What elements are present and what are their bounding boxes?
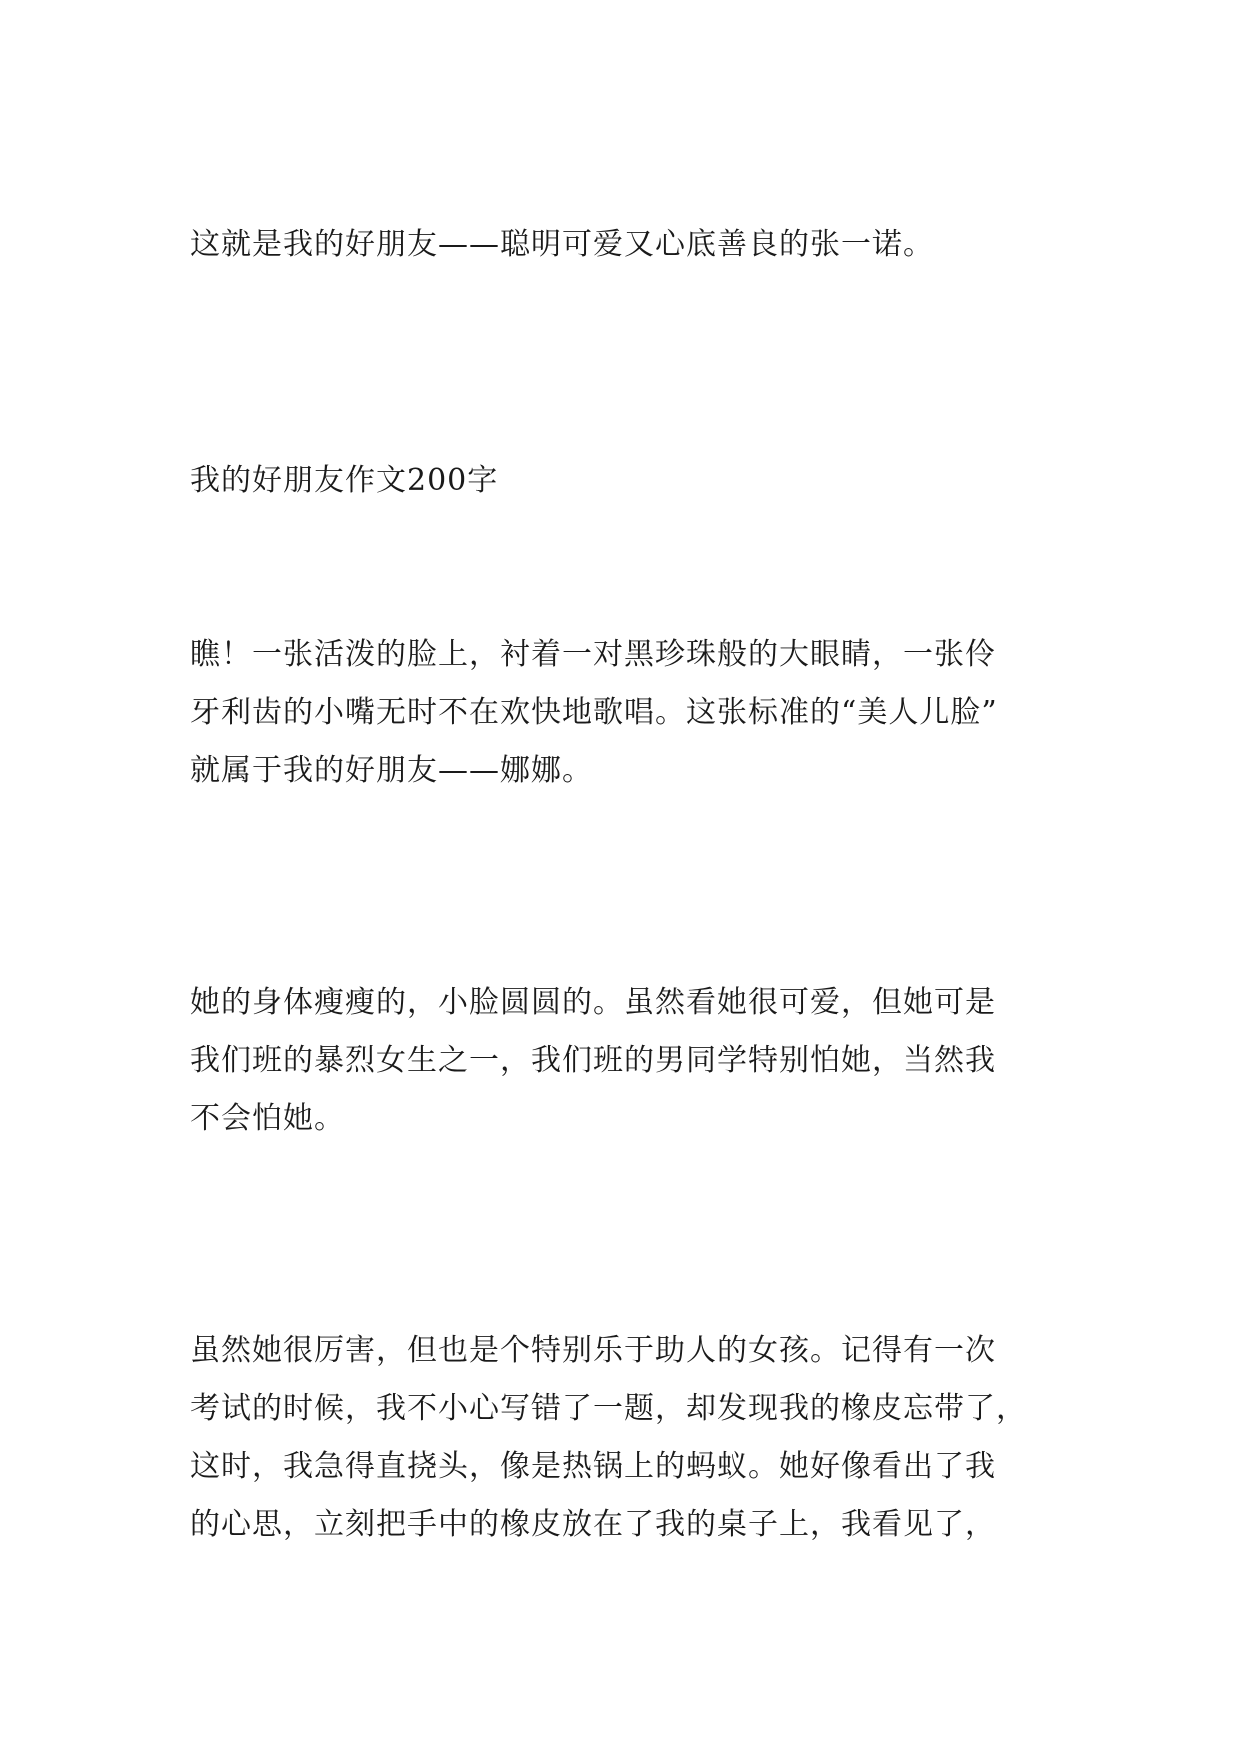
text-line: 牙利齿的小嘴无时不在欢快地歌唱。这张标准的“美人儿脸”	[190, 695, 998, 730]
text-line: 瞧！一张活泼的脸上，衬着一对黑珍珠般的大眼睛，一张伶	[190, 637, 996, 672]
text-line: 虽然她很厉害，但也是个特别乐于助人的女孩。记得有一次	[190, 1333, 996, 1368]
paragraph-3	[190, 1322, 1070, 1554]
text-line: 的心思，立刻把手中的橡皮放在了我的桌子上，我看见了，	[190, 1507, 996, 1542]
text-line: 这就是我的好朋友——聪明可爱又心底善良的张一诺。	[190, 227, 934, 262]
text-line: 她的身体瘦瘦的，小脸圆圆的。虽然看她很可爱，但她可是	[190, 985, 996, 1020]
essay-title	[190, 452, 1070, 510]
paragraph-2	[190, 974, 1070, 1148]
text-line: 就属于我的好朋友——娜娜。	[190, 753, 593, 788]
text-line: 不会怕她。	[190, 1101, 345, 1136]
title-text: 我的好朋友作文200字	[190, 463, 499, 498]
text-line: 我们班的暴烈女生之一，我们班的男同学特别怕她，当然我	[190, 1043, 996, 1078]
text-line: 这时，我急得直挠头，像是热锅上的蚂蚁。她好像看出了我	[190, 1449, 996, 1484]
text-line: 考试的时候，我不小心写错了一题，却发现我的橡皮忘带了，	[190, 1391, 1027, 1426]
closing-sentence	[190, 216, 1070, 274]
paragraph-1	[190, 626, 1070, 800]
